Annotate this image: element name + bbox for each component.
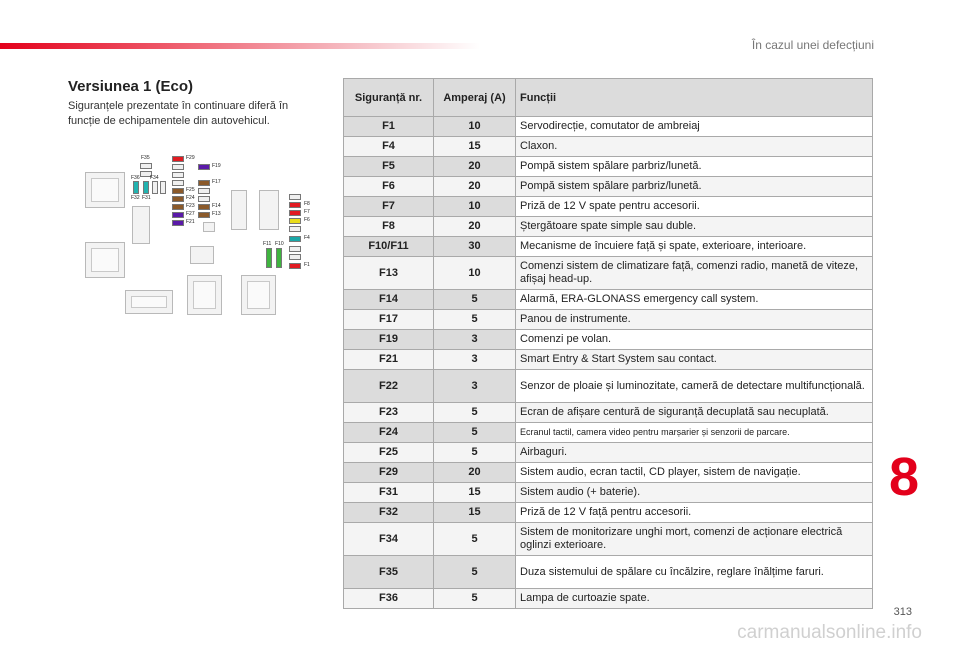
header-accent-bar: [0, 43, 480, 49]
diagram-relay-box: [85, 242, 125, 278]
diagram-fuse-f8: [289, 202, 301, 208]
table-row: [344, 483, 873, 503]
table-row: [344, 310, 873, 330]
diagram-label-f1: F1: [304, 262, 310, 268]
amps-cell: 20: [434, 177, 516, 197]
diagram-fuse-f13: [198, 212, 210, 218]
fuse-cell: F29: [344, 463, 434, 483]
fuse-cell: F10/F11: [344, 237, 434, 257]
diagram-fuse-f19: [198, 164, 210, 170]
diagram-connector-box: [132, 206, 150, 244]
table-row: [344, 330, 873, 350]
diagram-fuse: [160, 181, 166, 194]
diagram-relay-box: [85, 172, 125, 208]
diagram-relay-box: [187, 275, 222, 315]
diagram-label-f17: F17: [212, 179, 221, 185]
amps-cell: 3: [434, 370, 516, 403]
fuse-cell: F1: [344, 117, 434, 137]
page-title: Versiunea 1 (Eco): [68, 78, 194, 95]
diagram-label-f35: F35: [141, 155, 150, 161]
fuse-cell: F35: [344, 556, 434, 589]
function-cell: Pompă sistem spălare parbriz/lunetă.: [516, 157, 873, 177]
amps-cell: 5: [434, 589, 516, 609]
diagram-label-f27: F27: [186, 211, 195, 217]
diagram-fuse-f7: [289, 210, 301, 216]
table-row: [344, 350, 873, 370]
diagram-label-f19: F19: [212, 163, 221, 169]
amps-cell: 5: [434, 310, 516, 330]
amps-cell: 5: [434, 403, 516, 423]
function-cell: Servodirecție, comutator de ambreiaj: [516, 117, 873, 137]
fuse-cell: F36: [344, 589, 434, 609]
diagram-fuse-f24: [172, 196, 184, 202]
diagram-fuse-f29: [172, 156, 184, 162]
diagram-connector-box: [203, 222, 215, 232]
diagram-label-f7: F7: [304, 209, 310, 215]
function-cell: Comenzi sistem de climatizare față, comenzi radio, manetă de viteze, afișaj head-up.: [516, 257, 873, 290]
table-row: [344, 137, 873, 157]
fuse-box-diagram: [80, 150, 320, 320]
amps-cell: 30: [434, 237, 516, 257]
fuse-cell: F6: [344, 177, 434, 197]
diagram-fuse-f11: [266, 248, 272, 268]
diagram-fuse: [289, 194, 301, 200]
table-row: [344, 403, 873, 423]
diagram-fuse: [172, 180, 184, 186]
fuse-cell: F5: [344, 157, 434, 177]
header-functions: Funcții: [516, 79, 873, 117]
function-cell: Priză de 12 V spate pentru accesorii.: [516, 197, 873, 217]
diagram-fuse-f27: [172, 212, 184, 218]
fuse-cell: F13: [344, 257, 434, 290]
function-cell: Senzor de ploaie și luminozitate, cameră de detectare multifuncțională.: [516, 370, 873, 403]
table-row: [344, 423, 873, 443]
amps-cell: 15: [434, 137, 516, 157]
table-row: [344, 290, 873, 310]
diagram-label-f8: F8: [304, 201, 310, 207]
fuse-cell: F21: [344, 350, 434, 370]
diagram-fuse-f1: [289, 263, 301, 269]
watermark: carmanualsonline.info: [737, 622, 922, 643]
diagram-label-f4: F4: [304, 235, 310, 241]
table-row: [344, 117, 873, 137]
fuse-cell: F32: [344, 503, 434, 523]
function-cell: Sistem de monitorizare unghi mort, comenzi de acționare electrică oglinzi exterioare.: [516, 523, 873, 556]
diagram-fuse-f23: [172, 204, 184, 210]
function-cell: Duza sistemului de spălare cu încălzire, reglare înălțime faruri.: [516, 556, 873, 589]
fuse-cell: F22: [344, 370, 434, 403]
table-header-row: [344, 79, 873, 117]
diagram-fuse-f14: [198, 204, 210, 210]
table-row: [344, 443, 873, 463]
diagram-connector-box: [259, 190, 279, 230]
function-cell: Sistem audio, ecran tactil, CD player, sistem de navigație.: [516, 463, 873, 483]
diagram-label-f10: F10: [275, 241, 284, 247]
amps-cell: 15: [434, 503, 516, 523]
diagram-label-f31: F31: [142, 195, 151, 201]
fuse-cell: F34: [344, 523, 434, 556]
function-cell: Priză de 12 V față pentru accesorii.: [516, 503, 873, 523]
amps-cell: 5: [434, 443, 516, 463]
table-row: [344, 217, 873, 237]
header-fuse-number: Siguranță nr.: [344, 79, 434, 117]
diagram-fuse: [198, 188, 210, 194]
function-cell: Lampa de curtoazie spate.: [516, 589, 873, 609]
diagram-fuse-f6: [289, 218, 301, 224]
function-cell: Sistem audio (+ baterie).: [516, 483, 873, 503]
table-row: [344, 237, 873, 257]
function-cell: Ecranul tactil, camera video pentru marșarier și senzorii de parcare.: [516, 423, 873, 443]
function-cell: Smart Entry & Start System sau contact.: [516, 350, 873, 370]
table-row: [344, 370, 873, 403]
diagram-label-f32: F32: [131, 195, 140, 201]
fuse-cell: F25: [344, 443, 434, 463]
amps-cell: 3: [434, 330, 516, 350]
fuse-cell: F14: [344, 290, 434, 310]
diagram-fuse-f10: [276, 248, 282, 268]
diagram-connector-box: [190, 246, 214, 264]
diagram-connector-box: [231, 190, 247, 230]
diagram-relay-box: [125, 290, 173, 314]
amps-cell: 15: [434, 483, 516, 503]
table-row: [344, 463, 873, 483]
function-cell: Ecran de afișare centură de siguranță decuplată sau necuplată.: [516, 403, 873, 423]
page-number: 313: [893, 606, 912, 618]
diagram-relay-box: [241, 275, 276, 315]
function-cell: Panou de instrumente.: [516, 310, 873, 330]
amps-cell: 10: [434, 117, 516, 137]
table-row: [344, 503, 873, 523]
table-row: [344, 177, 873, 197]
diagram-fuse-f4: [289, 236, 301, 242]
diagram-fuse-f21: [172, 220, 184, 226]
diagram-fuse: [152, 181, 158, 194]
table-row: [344, 197, 873, 217]
fuse-cell: F19: [344, 330, 434, 350]
diagram-fuse: [289, 246, 301, 252]
amps-cell: 10: [434, 197, 516, 217]
header-amperage: Amperaj (A): [434, 79, 516, 117]
fuse-cell: F7: [344, 197, 434, 217]
diagram-fuse-f32: [133, 181, 139, 194]
fuse-cell: F8: [344, 217, 434, 237]
function-cell: Pompă sistem spălare parbriz/lunetă.: [516, 177, 873, 197]
function-cell: Mecanisme de încuiere față și spate, exterioare, interioare.: [516, 237, 873, 257]
diagram-fuse: [140, 163, 152, 169]
diagram-fuse: [198, 196, 210, 202]
fuse-cell: F31: [344, 483, 434, 503]
amps-cell: 5: [434, 290, 516, 310]
diagram-fuse-f17: [198, 180, 210, 186]
diagram-label-f14: F14: [212, 203, 221, 209]
amps-cell: 20: [434, 157, 516, 177]
amps-cell: 10: [434, 257, 516, 290]
table-row: [344, 257, 873, 290]
diagram-label-f36: F36: [131, 175, 140, 181]
diagram-fuse-f31: [143, 181, 149, 194]
diagram-fuse-f25: [172, 188, 184, 194]
table-row: [344, 523, 873, 556]
amps-cell: 5: [434, 556, 516, 589]
diagram-label-f23: F23: [186, 203, 195, 209]
diagram-fuse: [289, 226, 301, 232]
function-cell: Claxon.: [516, 137, 873, 157]
fuse-cell: F23: [344, 403, 434, 423]
diagram-label-f24: F24: [186, 195, 195, 201]
fuse-cell: F17: [344, 310, 434, 330]
amps-cell: 20: [434, 463, 516, 483]
amps-cell: 3: [434, 350, 516, 370]
function-cell: Alarmă, ERA-GLONASS emergency call system.: [516, 290, 873, 310]
diagram-fuse: [289, 254, 301, 260]
fuse-cell: F4: [344, 137, 434, 157]
chapter-number: 8: [888, 447, 920, 507]
function-cell: Comenzi pe volan.: [516, 330, 873, 350]
table-row: [344, 157, 873, 177]
fuse-cell: F24: [344, 423, 434, 443]
diagram-label-f21: F21: [186, 219, 195, 225]
table-row: [344, 589, 873, 609]
amps-cell: 20: [434, 217, 516, 237]
diagram-label-f25: F25: [186, 187, 195, 193]
diagram-label-f29: F29: [186, 155, 195, 161]
section-header: În cazul unei defecțiuni: [751, 38, 874, 52]
amps-cell: 5: [434, 423, 516, 443]
diagram-fuse: [172, 164, 184, 170]
function-cell: Ștergătoare spate simple sau duble.: [516, 217, 873, 237]
table-row: [344, 556, 873, 589]
diagram-fuse: [172, 172, 184, 178]
amps-cell: 5: [434, 523, 516, 556]
diagram-label-f6: F6: [304, 217, 310, 223]
function-cell: Airbaguri.: [516, 443, 873, 463]
diagram-label-f34: F34: [150, 175, 159, 181]
fuse-table: [343, 78, 873, 609]
diagram-label-f11: F11: [263, 241, 272, 247]
intro-text: Siguranțele prezentate în continuare diferă în funcție de echipamentele din autovehicul.: [68, 100, 289, 127]
diagram-label-f13: F13: [212, 211, 221, 217]
